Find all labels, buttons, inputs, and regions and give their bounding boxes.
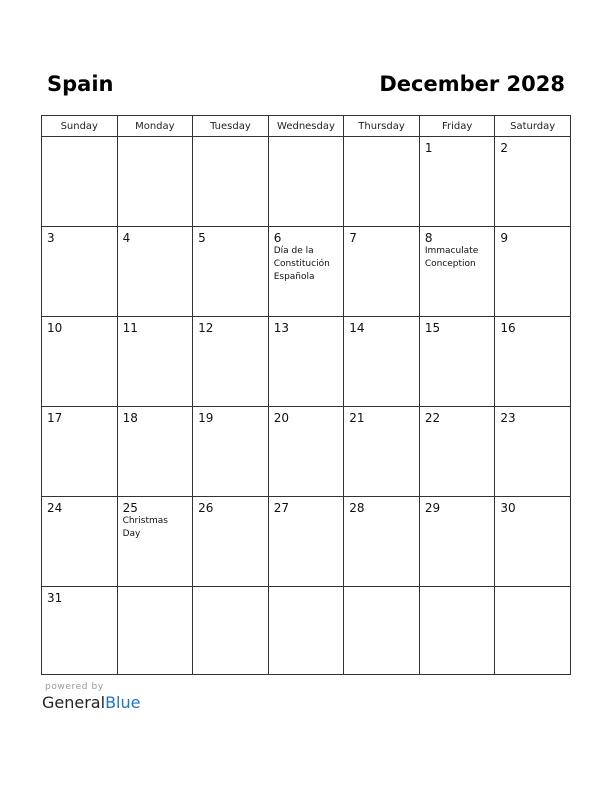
day-cell bbox=[344, 227, 420, 317]
day-cell bbox=[117, 227, 193, 317]
weekday-header-row bbox=[42, 116, 571, 137]
weekday-header: Wednesday bbox=[268, 116, 344, 137]
holiday-label: Day bbox=[122, 529, 141, 539]
day-number: 30 bbox=[500, 501, 516, 515]
day-cell bbox=[344, 497, 420, 587]
day-number: 27 bbox=[273, 501, 289, 515]
week-row bbox=[42, 227, 571, 317]
day-cell bbox=[344, 137, 420, 227]
day-cell bbox=[42, 317, 118, 407]
day-cell bbox=[419, 497, 495, 587]
day-cell bbox=[42, 587, 118, 675]
day-number: 13 bbox=[273, 321, 289, 335]
calendar-grid bbox=[41, 115, 571, 675]
week-row bbox=[42, 317, 571, 407]
day-cell bbox=[419, 137, 495, 227]
week-row bbox=[42, 137, 571, 227]
day-number: 23 bbox=[500, 411, 516, 425]
day-cell bbox=[419, 587, 495, 675]
week-row bbox=[42, 497, 571, 587]
logo-general: General bbox=[42, 693, 106, 712]
day-number: 17 bbox=[47, 411, 63, 425]
day-number: 15 bbox=[424, 321, 441, 335]
holiday-label: Española bbox=[273, 272, 315, 282]
country-title: Spain bbox=[47, 72, 114, 96]
day-cell bbox=[268, 497, 344, 587]
day-number: 24 bbox=[47, 501, 63, 515]
day-cell bbox=[495, 497, 571, 587]
day-cell bbox=[419, 227, 495, 317]
day-cell bbox=[268, 137, 344, 227]
holiday-label: Día de la bbox=[273, 246, 314, 256]
day-cell bbox=[193, 497, 269, 587]
holiday-label: Immaculate bbox=[424, 246, 479, 256]
day-number: 1 bbox=[424, 141, 433, 155]
generalblue-logo[interactable] bbox=[42, 693, 140, 713]
day-cell bbox=[495, 137, 571, 227]
day-cell bbox=[117, 497, 193, 587]
weekday-header: Thursday bbox=[344, 116, 420, 137]
powered-by-text: powered by bbox=[45, 682, 104, 692]
day-cell bbox=[117, 587, 193, 675]
day-number: 29 bbox=[424, 501, 441, 515]
day-number: 21 bbox=[349, 411, 365, 425]
day-number: 18 bbox=[122, 411, 138, 425]
day-cell bbox=[42, 137, 118, 227]
holiday-label: Constitución bbox=[273, 259, 330, 269]
day-cell bbox=[42, 407, 118, 497]
day-cell bbox=[268, 587, 344, 675]
day-number: 25 bbox=[122, 501, 138, 515]
weekday-header: Friday bbox=[419, 116, 495, 137]
day-cell bbox=[193, 407, 269, 497]
day-cell bbox=[344, 587, 420, 675]
holiday-label: Christmas bbox=[122, 516, 168, 526]
day-number: 11 bbox=[122, 321, 138, 335]
month-title: December 2028 bbox=[379, 72, 565, 96]
day-number: 19 bbox=[198, 411, 214, 425]
day-cell bbox=[419, 317, 495, 407]
day-number: 10 bbox=[47, 321, 63, 335]
day-number: 26 bbox=[198, 501, 214, 515]
day-cell bbox=[117, 317, 193, 407]
day-number: 14 bbox=[349, 321, 365, 335]
day-number: 2 bbox=[500, 141, 509, 155]
day-number: 16 bbox=[500, 321, 516, 335]
day-cell bbox=[495, 317, 571, 407]
day-cell bbox=[193, 137, 269, 227]
day-cell bbox=[193, 587, 269, 675]
day-number: 31 bbox=[47, 591, 63, 605]
day-number: 9 bbox=[500, 231, 509, 245]
day-cell bbox=[344, 407, 420, 497]
day-cell bbox=[42, 497, 118, 587]
logo-blue: Blue bbox=[105, 693, 141, 712]
day-number: 5 bbox=[198, 231, 206, 245]
day-number: 22 bbox=[424, 411, 441, 425]
weekday-header: Sunday bbox=[42, 116, 118, 137]
day-number: 4 bbox=[122, 231, 131, 245]
day-number: 7 bbox=[349, 231, 357, 245]
day-number: 12 bbox=[198, 321, 214, 335]
day-cell bbox=[419, 407, 495, 497]
day-cell bbox=[193, 227, 269, 317]
calendar-body bbox=[42, 137, 571, 675]
day-cell bbox=[117, 137, 193, 227]
day-number: 28 bbox=[349, 501, 365, 515]
week-row bbox=[42, 407, 571, 497]
holiday-label: Conception bbox=[424, 259, 476, 269]
day-number: 3 bbox=[47, 231, 55, 245]
day-cell bbox=[117, 407, 193, 497]
day-cell bbox=[268, 407, 344, 497]
day-number: 20 bbox=[273, 411, 289, 425]
day-cell bbox=[268, 317, 344, 407]
day-cell bbox=[495, 227, 571, 317]
day-cell bbox=[193, 317, 269, 407]
day-cell bbox=[495, 407, 571, 497]
day-cell bbox=[344, 317, 420, 407]
weekday-header: Monday bbox=[117, 116, 193, 137]
day-cell bbox=[268, 227, 344, 317]
day-number: 6 bbox=[273, 231, 282, 245]
day-number: 8 bbox=[424, 231, 433, 245]
weekday-header: Tuesday bbox=[193, 116, 269, 137]
weekday-header: Saturday bbox=[495, 116, 571, 137]
day-cell bbox=[42, 227, 118, 317]
day-cell bbox=[495, 587, 571, 675]
week-row bbox=[42, 587, 571, 675]
